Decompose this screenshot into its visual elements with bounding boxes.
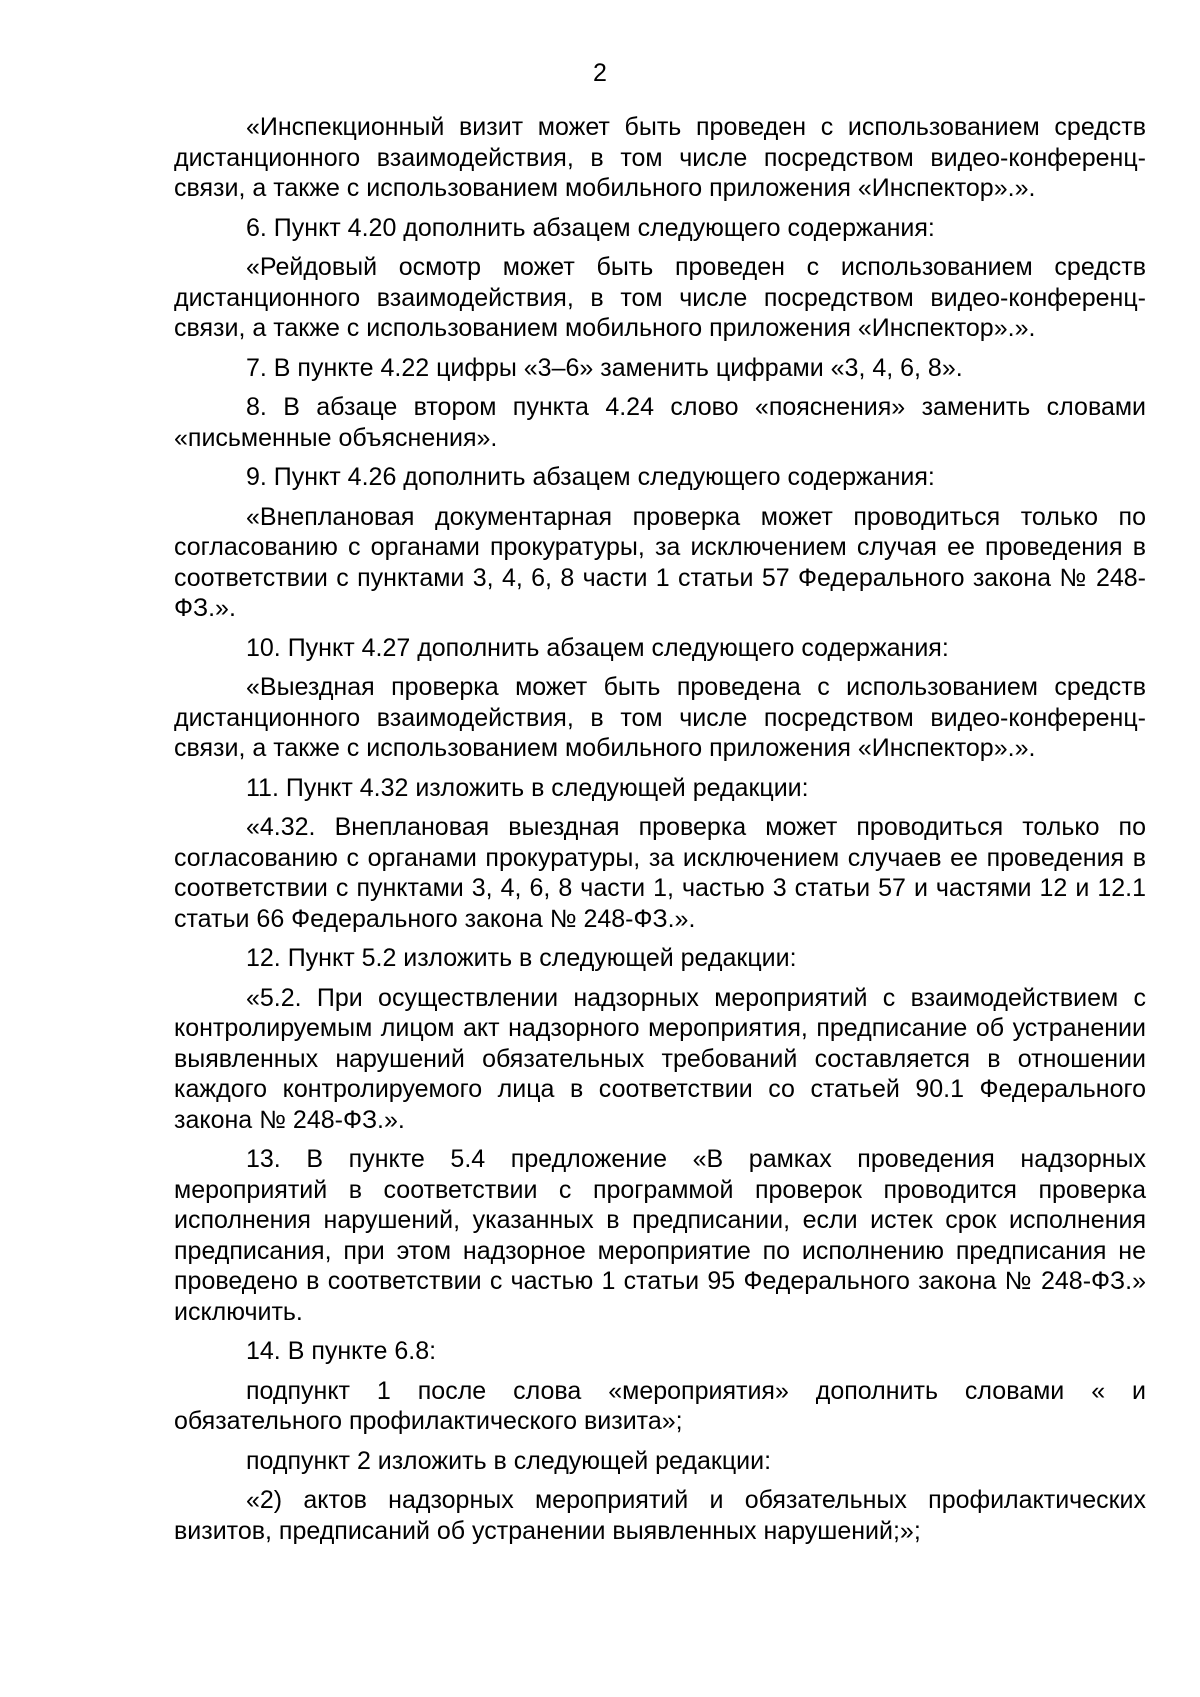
page-number: 2 [593, 59, 607, 87]
paragraph-11: «4.32. Внеплановая выездная проверка может проводиться только по согласованию с органами прокуратуры, за исключением случаев ее проведения в соответствии с пунктами 3, 4, 6, 8 части 1, частью 3 статьи 57 и частями 12 и 12.1 статьи 66 Федерального закона № 248-ФЗ.». [174, 813, 1146, 933]
paragraph-2: 6. Пункт 4.20 дополнить абзацем следующего содержания: [246, 213, 935, 242]
paragraph-9: «Выездная проверка может быть проведена с использованием средств дистанционного взаимодействия, в том числе посредством видео-конференц-связи, а также с использованием мобильного приложения «Инспектор».». [174, 673, 1146, 762]
paragraph-14: 13. В пункте 5.4 предложение «В рамках проведения надзорных мероприятий в соответствии с программой проверок проводится проверка исполнения нарушений, указанных в предписании, если истек срок исполнения предписания, при этом надзорное мероприятие по исполнению предписания не проведено в соответствии с частью 1 статьи 95 Федерального закона № 248-ФЗ.» исключить. [174, 1145, 1146, 1326]
paragraph-1: «Инспекционный визит может быть проведен с использованием средств дистанционного взаимодействия, в том числе посредством видео-конференц-связи, а также с использованием мобильного приложения «Инспектор».». [174, 113, 1146, 202]
paragraph-8: 10. Пункт 4.27 дополнить абзацем следующего содержания: [246, 633, 949, 662]
paragraph-13: «5.2. При осуществлении надзорных мероприятий с взаимодействием с контролируемым лицом акт надзорного мероприятия, предписание об устранении выявленных нарушений обязательных требований составляется в отношении каждого контролируемого лица в соответствии со статьей 90.1 Федерального закона № 248-ФЗ.». [174, 983, 1146, 1134]
paragraph-10: 11. Пункт 4.32 изложить в следующей редакции: [246, 773, 809, 802]
paragraph-12: 12. Пункт 5.2 изложить в следующей редакции: [246, 944, 797, 972]
paragraph-15: 14. В пункте 6.8: [246, 1337, 437, 1365]
paragraph-5: 8. В абзаце втором пункта 4.24 слово «пояснения» заменить словами «письменные объяснения». [174, 393, 1146, 452]
paragraph-17: подпункт 2 изложить в следующей редакции: [246, 1446, 772, 1475]
document-body [174, 112, 1146, 1555]
paragraph-4: 7. В пункте 4.22 цифры «3–6» заменить цифрами «3, 4, 6, 8». [246, 353, 963, 382]
paragraph-7: «Внеплановая документарная проверка может проводиться только по согласованию с органами прокуратуры, за исключением случая ее проведения в соответствии с пунктами 3, 4, 6, 8 части 1 статьи 57 Федерального закона № 248-ФЗ.». [174, 502, 1146, 622]
paragraph-3: «Рейдовый осмотр может быть проведен с использованием средств дистанционного взаимодействия, в том числе посредством видео-конференц-связи, а также с использованием мобильного приложения «Инспектор».». [174, 253, 1146, 342]
paragraph-16: подпункт 1 после слова «мероприятия» дополнить словами « и обязательного профилактического визита»; [174, 1376, 1146, 1435]
paragraph-6: 9. Пункт 4.26 дополнить абзацем следующего содержания: [246, 463, 935, 491]
paragraph-18: «2) актов надзорных мероприятий и обязательных профилактических визитов, предписаний об устранении выявленных нарушений;»; [174, 1486, 1146, 1545]
